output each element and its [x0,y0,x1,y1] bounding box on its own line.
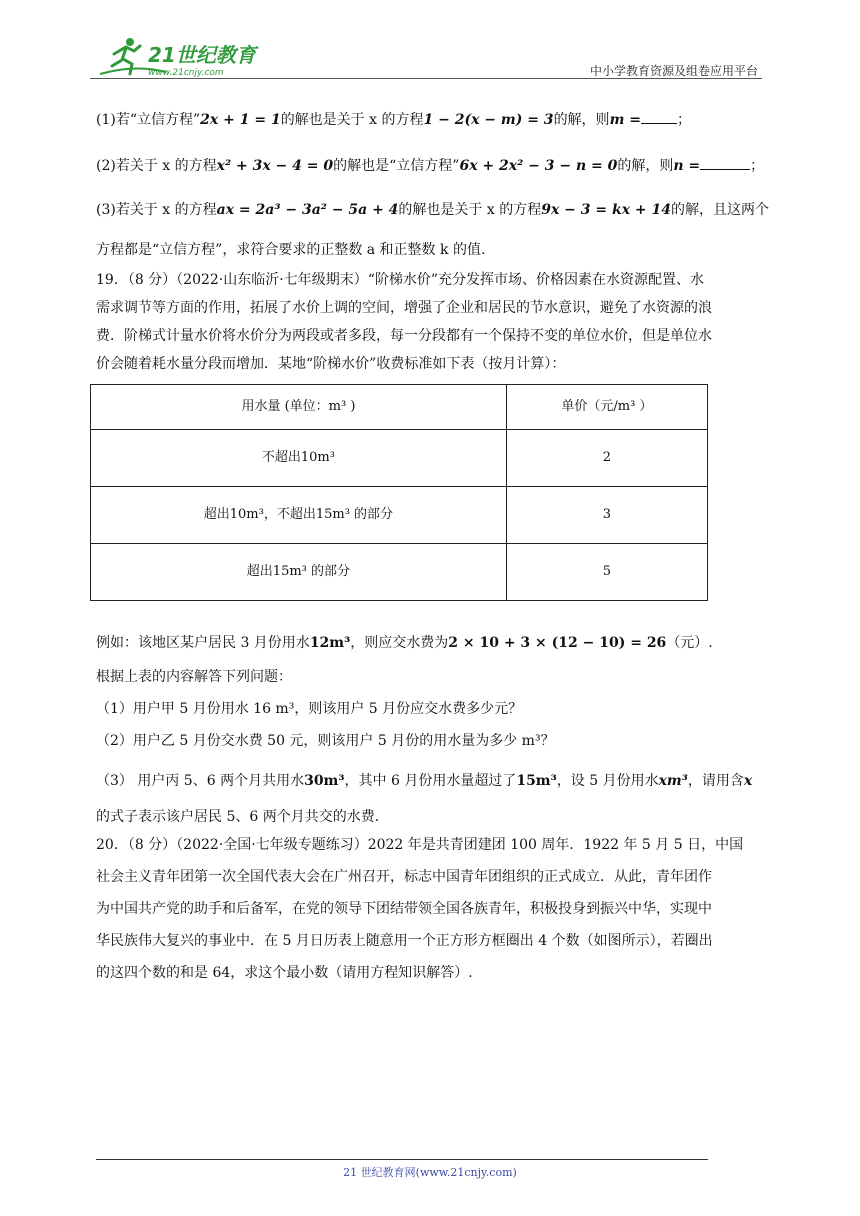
water-price-table [90,384,708,601]
table-row [91,430,708,487]
table-cell-price: 3 [506,487,707,544]
q20-stem-line2: 社会主义青年团第一次全国代表大会在广州召开，标志中国青年团组织的正式成立．从此，青年团作 [96,869,712,885]
q18-part3 [96,196,770,224]
table-row [91,544,708,601]
q18-part1-equation: 2x + 1 = 1 [200,112,281,128]
q18-part3-equation: ax = 2a³ − 3a² − 5a + 4 [216,202,399,218]
q18-part3-equation2: 9x − 3 = kx + 14 [541,202,672,218]
q18-part1 [96,106,716,134]
q18-part2-tail: ； [750,158,765,174]
table-header-row [91,385,708,430]
q19-sub3-value3: xm³ [658,773,688,789]
q19-stem-line3: 费．阶梯式计量水价将水价分为两段或者多段，每一分段都有一个保持不变的单位水价，但是单位水 [96,328,712,344]
q18-part2-variable: n = [673,158,701,174]
q18-part1-text: (1)若“立信方程” [96,112,201,128]
q18-part2-text: (2)若关于 x 的方程 [96,158,217,174]
q18-part2-mid: 的解也是“立信方程” [333,158,460,174]
table-cell-usage: 超出15m³ 的部分 [91,544,507,601]
q19-sub3-value1: 30m³ [304,773,345,789]
table-header-price: 单价（元/m³ ） [506,385,707,430]
q19-example [96,629,716,657]
page-footer: 21 世纪教育网(www.21cnjy.com) [343,1166,517,1179]
q19-stem-line4: 价会随着耗水量分段而增加．某地“阶梯水价”收费标准如下表（按月计算）： [96,356,566,372]
q18-part1-equation2: 1 − 2(x − m) = 3 [423,112,554,128]
q18-part1-tail: ； [676,112,691,128]
q18-part3-text: (3)若关于 x 的方程 [96,202,217,218]
q18-part2-equation: x² + 3x − 4 = 0 [216,158,334,174]
example-value: 12m³ [309,635,351,651]
q18-part1-variable: m = [609,112,641,128]
footer-divider [96,1159,708,1160]
answer-blank[interactable] [700,155,750,170]
q18-part3-mid: 的解也是关于 x 的方程 [398,202,542,218]
q18-part2 [96,152,765,180]
page-header [90,30,762,80]
q19-stem-line2: 需求调节等方面的作用，拓展了水价上调的空间，增强了企业和居民的节水意识，避免了水资源的浪 [96,300,712,316]
q19-sub3-mid3: ，请用含 [687,773,744,789]
logo-url: www.21cnjy.com [148,68,224,78]
q19-sub1: （1）用户甲 5 月份用水 16 m³，则该用户 5 月份应交水费多少元？ [96,701,523,717]
q19-sub3-text: （3） 用户丙 5、6 两个月共用水 [96,773,305,789]
logo-wordmark: 21世纪教育 [148,43,256,67]
table-cell-usage: 不超出10m³ [91,430,507,487]
q18-part1-end: 的解，则 [553,112,610,128]
q19-sub3-mid: ，其中 6 月份用水量超过了 [344,773,517,789]
answer-blank[interactable] [641,109,677,124]
q20-stem-line5: 的这四个数的和是 64，求这个最小数（请用方程知识解答）. [96,965,473,981]
q19-sub2: （2）用户乙 5 月份交水费 50 元，则该用户 5 月份的用水量为多少 m³？ [96,733,555,749]
example-mid: ，则应交水费为 [350,635,449,651]
header-divider [90,78,762,79]
example-equation: 2 × 10 + 3 × (12 − 10) = 26 [448,635,667,651]
q18-part2-equation2: 6x + 2x² − 3 − n = 0 [459,158,618,174]
table-cell-price: 5 [506,544,707,601]
table-row [91,487,708,544]
example-text: 例如：该地区某户居民 3 月份用水 [96,635,310,651]
q20-stem-line4: 华民族伟大复兴的事业中．在 5 月日历表上随意用一个正方形方框圈出 4 个数（如图所示），若圈出 [96,933,713,949]
q20-stem-line1: 20．（8 分）（2022·全国·七年级专题练习）2022 年是共青团建团 100 周年．1922 年 5 月 5 日，中国 [96,837,744,853]
site-logo [96,34,276,78]
table-cell-usage: 超出10m³，不超出15m³ 的部分 [91,487,507,544]
platform-name: 中小学教育资源及组卷应用平台 [589,64,758,78]
q18-part3-line2: 方程都是“立信方程”，求符合要求的正整数 a 和正整数 k 的值. [96,242,486,258]
q18-part2-end: 的解，则 [617,158,674,174]
q19-sub3-mid2: ，设 5 月份用水 [556,773,659,789]
q20-stem-line3: 为中国共产党的助手和后备军，在党的领导下团结带领全国各族青年，积极投身到振兴中华，实现中 [96,901,712,917]
table-cell-price: 2 [506,430,707,487]
example-end: （元）. [666,635,713,651]
q18-part3-end: 的解，且这两个 [671,202,770,218]
q19-sub3-value2: 15m³ [516,773,557,789]
table-header-usage: 用水量 (单位：m³ ) [91,385,507,430]
q18-part1-mid: 的解也是关于 x 的方程 [280,112,424,128]
q19-sub3-line2: 的式子表示该户居民 5、6 两个月共交的水费. [96,809,380,825]
q19-prompt: 根据上表的内容解答下列问题： [96,669,292,685]
q19-stem-line1: 19．（8 分）（2022·山东临沂·七年级期末）“阶梯水价”充分发挥市场、价格因素在水资源配置、水 [96,272,705,288]
q19-sub3-value4: x [743,773,753,789]
question-content [96,106,770,987]
q19-sub3 [96,767,753,795]
